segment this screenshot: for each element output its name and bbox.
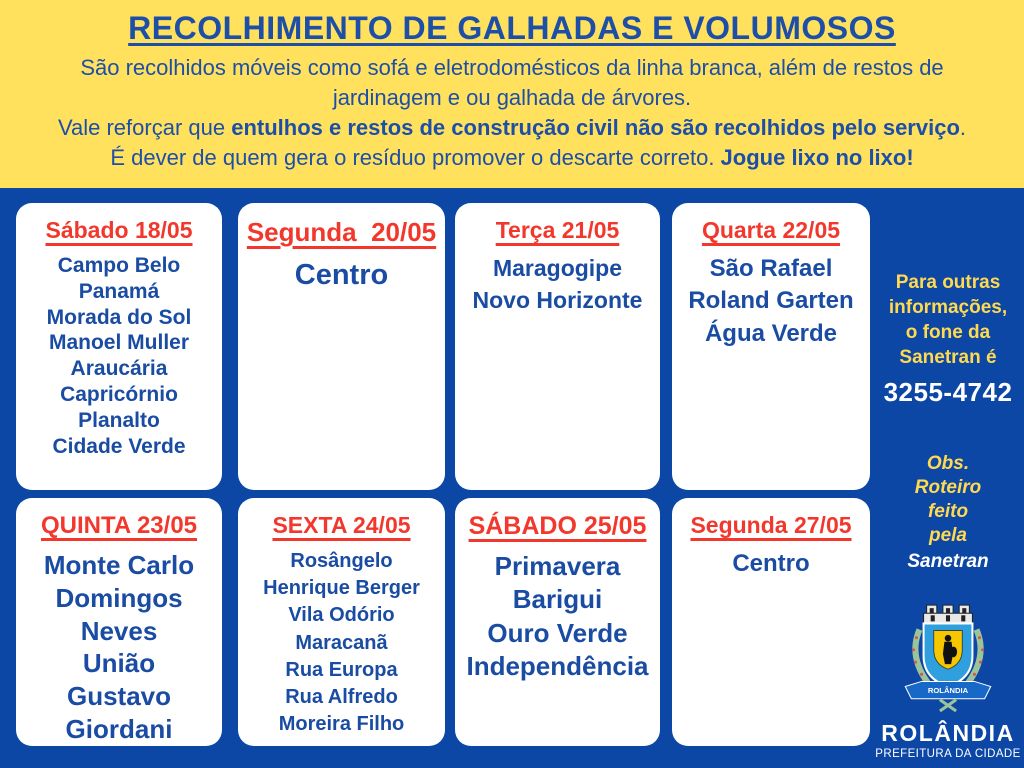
- obs-lines-line: Obs.: [926, 453, 970, 474]
- card-day-label: Quarta 22/05: [701, 217, 841, 243]
- card-area: Vila Odório: [288, 604, 395, 627]
- card-area-list: [16, 253, 222, 460]
- info-lines-line: informações,: [888, 297, 1008, 318]
- obs-lines-line: pela: [928, 525, 968, 546]
- card-area-list: [672, 253, 870, 350]
- card-area: Capricórnio: [60, 383, 178, 407]
- card-area-list: [238, 548, 445, 738]
- card-area: Morada do Sol: [46, 305, 192, 329]
- card-area: Independência: [466, 650, 649, 681]
- card-area: Roland Garten: [688, 287, 854, 315]
- card-area-list: [672, 548, 870, 579]
- schedule-card: [16, 498, 222, 746]
- card-area: Água Verde: [704, 319, 838, 347]
- card-area: Araucária: [70, 357, 168, 381]
- schedule-card: [455, 203, 660, 490]
- banner-ribbon: [905, 681, 991, 698]
- card-area-list: [238, 257, 445, 293]
- card-area: Centro: [732, 550, 810, 577]
- mural-crown-icon: [924, 605, 973, 623]
- page-title: RECOLHIMENTO DE GALHADAS E VOLUMOSOS: [128, 10, 896, 46]
- card-area: Henrique Berger: [263, 577, 420, 600]
- card-area: Rua Europa: [285, 658, 398, 681]
- intro-line-2: jardinagem e ou galhada de árvores.: [332, 85, 692, 110]
- sidebar: [872, 188, 1024, 768]
- card-area: Ouro Verde: [487, 617, 628, 648]
- card-area: Giordani: [65, 713, 173, 744]
- card-area: União: [82, 648, 156, 679]
- card-area: Planalto: [78, 408, 160, 432]
- city-name: ROLÂNDIA: [881, 720, 1015, 746]
- schedule-card: [672, 203, 870, 490]
- card-day-label: SEXTA 24/05: [272, 512, 411, 538]
- card-area: Campo Belo: [57, 254, 181, 277]
- schedule-card: [238, 498, 445, 746]
- card-area: São Rafael: [709, 255, 833, 282]
- intro-line-1: São recolhidos móveis como sofá e eletrodomésticos da linha branca, além de restos de: [80, 55, 944, 80]
- disposal-line: É dever de quem gera o resíduo promover o descarte correto. Jogue lixo no lixo!: [110, 145, 914, 170]
- card-area-list: [16, 549, 222, 746]
- card-area: Gustavo: [66, 681, 172, 711]
- card-area: Panamá: [78, 279, 160, 303]
- card-day-label: Segunda 27/05: [690, 512, 852, 538]
- phone-number: 3255-4742: [883, 377, 1013, 407]
- card-area: Moreira Filho: [278, 713, 405, 736]
- rolandia-coat-of-arms-icon: [899, 599, 997, 713]
- card-day-label: SÁBADO 25/05: [468, 512, 647, 540]
- info-lines-line: o fone da: [905, 322, 991, 343]
- info-lines-line: Para outras: [895, 272, 1001, 293]
- schedule-card: [16, 203, 222, 490]
- card-area: Maracanã: [295, 631, 388, 654]
- card-area: Rua Alfredo: [285, 685, 398, 708]
- card-area: Monte Carlo: [43, 550, 195, 580]
- crossed-branches: [940, 700, 956, 711]
- obs-lines-line: feito: [927, 501, 969, 522]
- card-area: Domingos Neves: [55, 582, 183, 646]
- card-area-list: [455, 550, 660, 683]
- schedule-card: [238, 203, 445, 490]
- obs-note-footer: Sanetran: [907, 551, 989, 572]
- header-banner: [0, 0, 1024, 188]
- obs-lines-line: Roteiro: [914, 477, 982, 498]
- card-area: Maragogipe: [492, 255, 623, 281]
- card-area: Primavera: [494, 551, 621, 581]
- card-area-list: [455, 253, 660, 316]
- card-area: Novo Horizonte: [472, 286, 643, 313]
- card-area: Cidade Verde: [52, 434, 186, 458]
- schedule-card: [672, 498, 870, 746]
- card-area: Centro: [294, 259, 389, 291]
- card-day-label: Segunda 20/05: [246, 217, 437, 247]
- card-day-label: Terça 21/05: [495, 217, 620, 243]
- city-logo: [872, 599, 1024, 760]
- info-lines-line: Sanetran é: [899, 347, 997, 368]
- banner-text: ROLÂNDIA: [927, 686, 969, 696]
- warning-line: Vale reforçar que entulhos e restos de construção civil não são recolhidos pelo serviço.: [57, 115, 967, 140]
- card-area: Barigui: [512, 584, 603, 615]
- card-day-label: QUINTA 23/05: [40, 512, 198, 539]
- card-area: Rosângelo: [290, 550, 393, 572]
- phone-info-text: [872, 270, 1024, 370]
- city-subtitle: PREFEITURA DA CIDADE: [875, 748, 1021, 760]
- card-area: Manoel Muller: [48, 331, 190, 355]
- schedule-card: [455, 498, 660, 746]
- card-day-label: Sábado 18/05: [45, 217, 193, 243]
- obs-note-text: [872, 452, 1024, 548]
